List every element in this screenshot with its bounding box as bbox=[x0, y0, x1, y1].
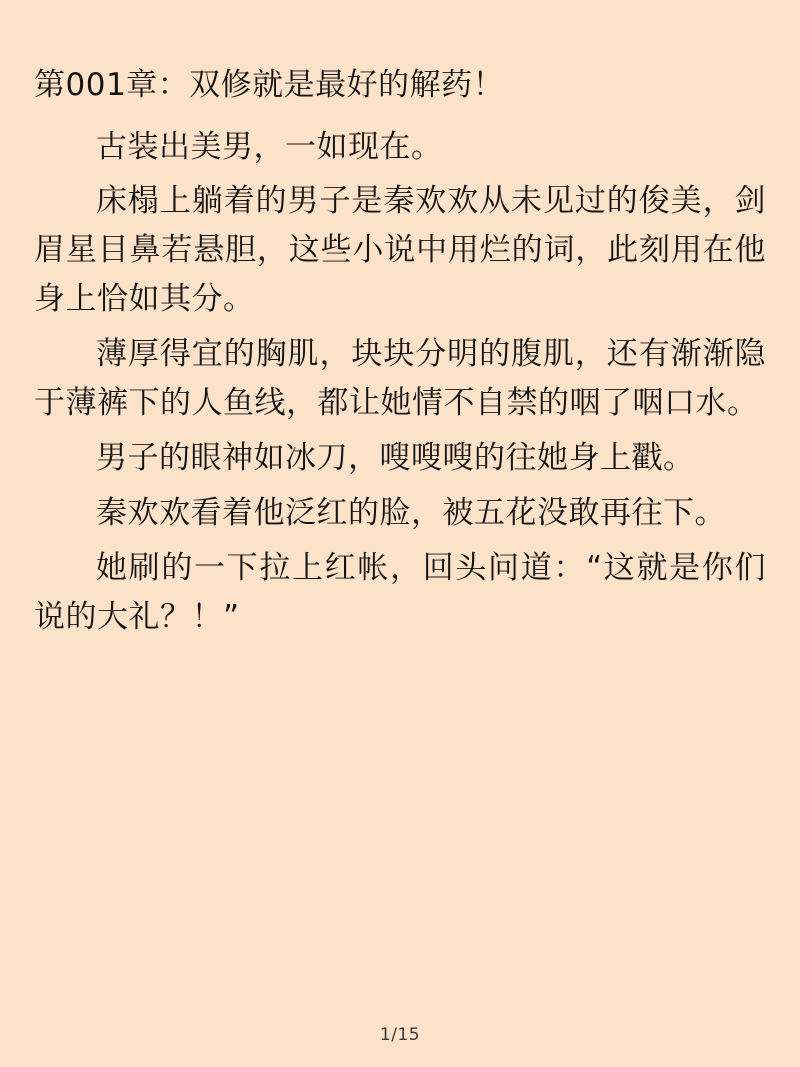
paragraph: 她刷的一下拉上红帐，回头问道：“这就是你们说的大礼？！” bbox=[34, 550, 766, 636]
page-footer bbox=[0, 1025, 800, 1045]
page-number: 1/15 bbox=[379, 1025, 421, 1045]
chapter-title: 第001章：双修就是最好的解药！ bbox=[34, 67, 505, 103]
paragraph: 床榻上躺着的男子是秦欢欢从未见过的俊美，剑眉星目鼻若悬胆，这些小说中用烂的词，此刻用在他身上恰如其分。 bbox=[34, 183, 766, 318]
paragraph: 秦欢欢看着他泛红的脸，被五花没敢再往下。 bbox=[96, 495, 726, 532]
paragraph: 古装出美男，一如现在。 bbox=[96, 128, 443, 165]
paragraph: 男子的眼神如冰刀，嗖嗖嗖的往她身上戳。 bbox=[96, 440, 695, 477]
paragraph: 薄厚得宜的胸肌，块块分明的腹肌，还有渐渐隐于薄裤下的人鱼线，都让她情不自禁的咽了咽口水。 bbox=[34, 336, 766, 422]
document-content bbox=[34, 62, 766, 1067]
